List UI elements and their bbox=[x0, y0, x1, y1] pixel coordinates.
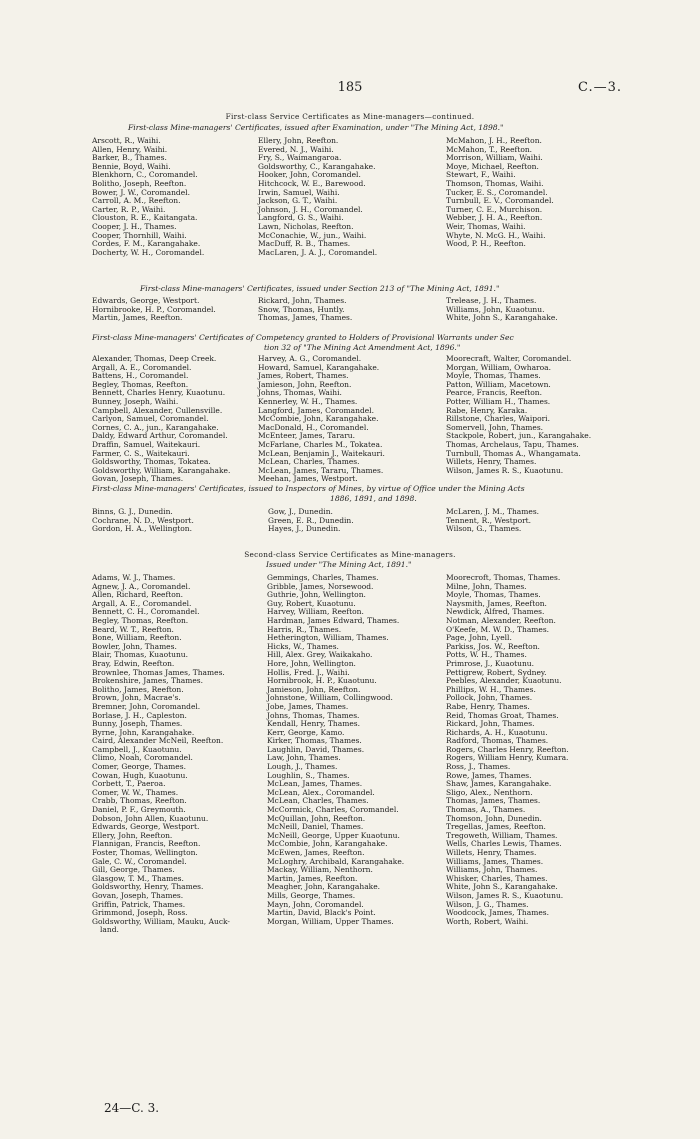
list-entry: Bennett, C. H., Coromandel. bbox=[92, 607, 200, 617]
list-entry: Climo, Noah, Coromandel. bbox=[92, 753, 193, 763]
list-entry: Gill, George, Thames. bbox=[92, 865, 175, 875]
list-entry: Phillips, W. H., Thames. bbox=[446, 684, 536, 694]
list-entry: Cooper, Thornhill, Waihi. bbox=[92, 230, 187, 240]
sub1-col1 bbox=[92, 137, 204, 257]
list-entry: Kennerley, W. H., Thames. bbox=[258, 396, 358, 406]
list-entry: Green, E. R., Dunedin. bbox=[268, 515, 354, 525]
list-entry: Blenkhorn, C., Coromandel. bbox=[92, 170, 198, 180]
list-entry: Morgan, William, Upper Thames. bbox=[267, 916, 394, 926]
list-entry: White, John S., Karangahake. bbox=[446, 313, 558, 323]
list-entry: Begley, Thomas, Reefton. bbox=[92, 379, 189, 389]
list-entry: Gemmings, Charles, Thames. bbox=[267, 573, 379, 582]
list-entry: Farmer, C. S., Waitekauri. bbox=[92, 448, 190, 458]
list-entry: Hardman, James Edward, Thames. bbox=[267, 615, 400, 625]
list-entry: Goldsworthy, Henry, Thames. bbox=[92, 882, 204, 892]
sub4-heading-line2: 1886, 1891, and 1898. bbox=[330, 494, 417, 503]
list-entry: Irwin, Samuel, Waihi. bbox=[258, 187, 340, 197]
list-entry: Mills, George, Thames. bbox=[267, 890, 356, 900]
list-entry: Clouston, R. E., Kaitangata. bbox=[92, 213, 198, 223]
sub3-col2 bbox=[258, 355, 385, 484]
sub1-heading: First-class Mine-managers' Certificates, issued after Examination, under "The Mining Act, 1898." bbox=[128, 123, 504, 132]
list-entry: MacDonald, H., Coromandel. bbox=[258, 422, 369, 432]
list-entry: Meehan, James, Westport. bbox=[258, 474, 358, 484]
list-entry: McLean, Charles, Thames. bbox=[267, 796, 369, 806]
list-entry: Thomas, A., Thames. bbox=[446, 805, 526, 815]
list-entry: Cowan, Hugh, Kuaotunu. bbox=[92, 770, 188, 780]
list-entry: Beard, W. T., Reefton. bbox=[92, 624, 174, 634]
list-entry: Patton, William, Macetown. bbox=[446, 379, 551, 389]
list-entry: Johnstone, William, Collingwood. bbox=[267, 693, 393, 703]
list-entry: Alexander, Thomas, Deep Creek. bbox=[92, 354, 217, 363]
list-entry: Rowe, James, Thames. bbox=[446, 770, 532, 780]
list-entry: Lawn, Nicholas, Reefton. bbox=[258, 221, 354, 231]
list-entry: Johns, Thomas, Waihi. bbox=[258, 388, 342, 398]
list-entry: Williams, John, Kuaotunu. bbox=[446, 304, 545, 314]
list-entry: Daniel, P. F., Greymouth. bbox=[92, 805, 186, 815]
list-entry: Rogers, William Henry, Kumara. bbox=[446, 753, 569, 763]
list-entry: Wilson, James R. S., Kuaotunu. bbox=[446, 890, 564, 900]
list-entry: Flannigan, Francis, Reefton. bbox=[92, 839, 201, 849]
list-entry: Bennie, Boyd, Waihi. bbox=[92, 161, 171, 171]
list-entry: Wood, P. H., Reefton. bbox=[446, 239, 526, 249]
list-entry: Law, John, Thames. bbox=[267, 753, 341, 763]
list-entry: Loughlin, S., Thames. bbox=[267, 770, 350, 780]
list-entry: Turnbull, Thomas A., Whangamata. bbox=[446, 448, 581, 458]
list-entry: Turnbull, E. V., Coromandel. bbox=[446, 196, 554, 206]
list-entry: Cochrane, N. D., Westport. bbox=[92, 515, 194, 525]
sec2-col3 bbox=[446, 574, 569, 926]
list-entry: Bolitho, James, Reefton. bbox=[92, 684, 184, 694]
list-entry: Hooker, John, Coromandel. bbox=[258, 170, 361, 180]
list-entry: Richards, A. H., Kuaotunu. bbox=[446, 727, 548, 737]
list-entry: Daldy, Edward Arthur, Coromandel. bbox=[92, 431, 228, 441]
list-entry: Cooper, J. H., Thames. bbox=[92, 221, 177, 231]
list-entry: Whisker, Charles, Thames. bbox=[446, 873, 548, 883]
list-entry: Draffin, Samuel, Waitekauri. bbox=[92, 439, 201, 449]
list-entry: Arscott, R., Waihi. bbox=[92, 136, 161, 145]
list-entry: Notman, Alexander, Reefton. bbox=[446, 615, 556, 625]
list-entry: Primrose, J., Kuaotunu. bbox=[446, 658, 535, 668]
list-entry: Rillstone, Charles, Waipori. bbox=[446, 414, 550, 424]
list-entry: McLean, James, Tararu, Thames. bbox=[258, 465, 384, 475]
page-number: 185 bbox=[337, 80, 363, 95]
list-entry: Rogers, Charles Henry, Reefton. bbox=[446, 744, 569, 754]
list-entry: Bone, William, Reefton. bbox=[92, 633, 182, 643]
list-entry: McLoghry, Archibald, Karangahake. bbox=[267, 856, 405, 866]
list-entry: Hicks, W., Thames. bbox=[267, 641, 339, 651]
list-entry: Pettigrew, Robert, Sydney. bbox=[446, 667, 547, 677]
section1-title: First-class Service Certificates as Mine-managers—continued. bbox=[225, 112, 475, 121]
list-entry: Willets, Henry, Thames. bbox=[446, 457, 537, 467]
list-entry: Woodcock, James, Thames. bbox=[446, 908, 549, 918]
list-entry: Harvey, William, Reefton. bbox=[267, 607, 364, 617]
list-entry: Hill, Alex. Grey, Waikakaho. bbox=[267, 650, 373, 660]
list-entry: Battens, H., Coromandel. bbox=[92, 371, 189, 381]
list-entry: Fry, S., Waimangaroa. bbox=[258, 153, 342, 163]
list-entry: Webber, J. H. A., Reefton. bbox=[446, 213, 543, 223]
list-entry: Glasgow, T. M., Thames. bbox=[92, 873, 184, 883]
list-entry: Caird, Alexander McNeil, Reefton. bbox=[92, 736, 224, 746]
list-entry: Williams, James, Thames. bbox=[446, 856, 544, 866]
list-entry: Tennent, R., Westport. bbox=[446, 515, 532, 525]
list-entry: Grimmond, Joseph, Ross. bbox=[92, 908, 188, 918]
list-entry: McLean, Alex., Coromandel. bbox=[267, 787, 375, 797]
sub1-col3 bbox=[446, 137, 554, 249]
list-entry: Carroll, A. M., Reefton. bbox=[92, 196, 181, 206]
list-entry: Williams, John, Thames. bbox=[446, 865, 538, 875]
list-entry: Potter, William H., Thames. bbox=[446, 396, 551, 406]
sub3-heading-line2: tion 32 of "The Mining Act Amendment Act, 1896." bbox=[264, 343, 461, 352]
list-entry: Naysmith, James, Reefton. bbox=[446, 598, 547, 608]
list-entry: Langford, James, Coromandel. bbox=[258, 405, 374, 415]
list-entry: Martin, James, Reefton. bbox=[267, 873, 358, 883]
sec2-col1 bbox=[92, 574, 230, 935]
list-entry: Stackpole, Robert, jun., Karangahake. bbox=[446, 431, 592, 441]
list-entry: Hetherington, William, Thames. bbox=[267, 633, 389, 643]
list-entry: Johnson, J. H., Coromandel. bbox=[258, 204, 363, 214]
list-entry: Govan, Joseph, Thames. bbox=[92, 474, 184, 484]
list-entry: McLean, Benjamin J., Waitekauri. bbox=[258, 448, 385, 458]
list-entry: Weir, Thomas, Waihi. bbox=[446, 221, 526, 231]
list-entry: Goldsworthy, Thomas, Tokatea. bbox=[92, 457, 211, 467]
list-entry: Bray, Edwin, Reefton. bbox=[92, 658, 175, 668]
list-entry: McEnteer, James, Tararu. bbox=[258, 431, 355, 441]
sub1-col2 bbox=[258, 137, 377, 257]
sub4-col3 bbox=[446, 508, 539, 534]
list-entry: Thomson, Thomas, Waihi. bbox=[446, 178, 544, 188]
sec2-col2 bbox=[267, 574, 404, 926]
list-entry: Corbett, T., Paeroa. bbox=[92, 779, 166, 789]
list-entry: Willets, Henry, Thames. bbox=[446, 848, 537, 857]
list-entry: Carlyon, Samuel, Coromandel. bbox=[92, 414, 209, 424]
list-entry: Campbell, J., Kuaotunu. bbox=[92, 744, 182, 754]
sub2-col2 bbox=[258, 297, 352, 323]
list-entry: Guy, Robert, Kuaotunu. bbox=[267, 598, 356, 608]
list-entry: O'Keefe, M. W. D., Thames. bbox=[446, 624, 550, 634]
list-entry: McFarlane, Charles M., Tokatea. bbox=[258, 439, 383, 449]
list-entry: Jamieson, John, Reefton. bbox=[267, 684, 361, 694]
list-entry: Wilson, James R. S., Kuaotunu. bbox=[446, 465, 564, 475]
list-entry: Carter, R. P., Waihi. bbox=[92, 204, 166, 214]
list-entry: Thomas, James, Thames. bbox=[258, 313, 353, 323]
list-entry: Rabe, Henry, Karaka. bbox=[446, 405, 528, 415]
list-entry: Peebles, Alexander, Kuaotunu. bbox=[446, 676, 562, 686]
sub3-col1 bbox=[92, 355, 230, 484]
sub3-col3 bbox=[446, 355, 591, 475]
list-entry: Bower, J. W., Coromandel. bbox=[92, 187, 190, 197]
list-entry: Bowler, John, Thames. bbox=[92, 641, 177, 651]
list-entry: Argall, A. E., Coromandel. bbox=[92, 362, 192, 372]
list-entry: Stewart, F., Waihi. bbox=[446, 170, 516, 180]
list-entry: McLean, Charles, Thames. bbox=[258, 457, 360, 467]
list-entry: Harris, R., Thames. bbox=[267, 624, 342, 634]
list-entry: Milne, John, Thames. bbox=[446, 581, 527, 591]
list-entry: Hollis, Fred. J., Waihi. bbox=[267, 667, 350, 677]
list-entry: Thomas, James, Thames. bbox=[446, 796, 541, 806]
list-entry: Docherty, W. H., Coromandel. bbox=[92, 247, 205, 257]
list-entry: Langford, G. S., Waihi. bbox=[258, 213, 344, 223]
list-entry: Harvey, A. G., Coromandel. bbox=[258, 354, 362, 363]
list-entry: Adams, W. J., Thames. bbox=[92, 573, 176, 582]
list-entry: Moye, Michael, Reefton. bbox=[446, 161, 539, 171]
sub2-col1 bbox=[92, 297, 216, 323]
list-entry: land. bbox=[100, 925, 119, 935]
list-entry: Wells, Charles Lewis, Thames. bbox=[446, 839, 562, 849]
list-entry: Guthrie, John, Wellington. bbox=[267, 590, 366, 600]
list-entry: Jamieson, John, Reefton. bbox=[258, 379, 352, 389]
list-entry: Parkiss, Jos. W., Reefton. bbox=[446, 641, 540, 651]
list-entry: Binns, G. J., Dunedin. bbox=[92, 507, 173, 516]
list-entry: Cornes, C. A., jun., Karangahake. bbox=[92, 422, 219, 432]
list-entry: Griffin, Patrick, Thames. bbox=[92, 899, 186, 909]
list-entry: Gordon, H. A., Wellington. bbox=[92, 524, 192, 534]
list-entry: Edwards, George, Westport. bbox=[92, 296, 200, 305]
list-entry: Ross, J., Thames. bbox=[446, 762, 511, 772]
list-entry: Rabe, Henry, Thames. bbox=[446, 701, 530, 711]
list-entry: Comer, George, Thames. bbox=[92, 762, 186, 772]
list-entry: Bunny, Joseph, Thames. bbox=[92, 719, 183, 729]
list-entry: Moyle, Thomas, Thames. bbox=[446, 590, 541, 600]
list-entry: Thomas, Archelaus, Tapu, Thames. bbox=[446, 439, 579, 449]
list-entry: Moorecraft, Walter, Coromandel. bbox=[446, 354, 572, 363]
list-entry: MacLaren, J. A. J., Coromandel. bbox=[258, 247, 378, 257]
list-entry: McCormick, Charles, Coromandel. bbox=[267, 805, 399, 815]
list-entry: Foster, Thomas, Wellington. bbox=[92, 848, 198, 857]
sub4-col1 bbox=[92, 508, 194, 534]
list-entry: Comer, W. W., Thames. bbox=[92, 787, 179, 797]
list-entry: Kirker, Thomas, Thames. bbox=[267, 736, 362, 746]
list-entry: Morgan, William, Owharoa. bbox=[446, 362, 551, 372]
list-entry: Pollock, John, Thames. bbox=[446, 693, 533, 703]
list-entry: Kerr, George, Kamo. bbox=[267, 727, 345, 737]
list-entry: Hore, John, Wellington. bbox=[267, 658, 356, 668]
list-entry: Page, John, Lyell. bbox=[446, 633, 512, 643]
list-entry: Reid, Thomas Groat, Thames. bbox=[446, 710, 559, 720]
signature-mark: 24—C. 3. bbox=[104, 1101, 160, 1115]
list-entry: McLaren, J. M., Thames. bbox=[446, 507, 540, 516]
list-entry: McConachie, W., jun., Waihi. bbox=[258, 230, 367, 240]
list-entry: Morrison, William, Waihi. bbox=[446, 153, 543, 163]
sub2-col3 bbox=[446, 297, 558, 323]
list-entry: McCombie, John, Karangahake. bbox=[258, 414, 379, 424]
list-entry: Kendall, Henry, Thames. bbox=[267, 719, 360, 729]
list-entry: Wilson, G., Thames. bbox=[446, 524, 522, 534]
list-entry: Dobson, John Allen, Kuaotunu. bbox=[92, 813, 209, 823]
list-entry: McMahon, J. H., Reefton. bbox=[446, 136, 542, 145]
list-entry: Brownlee, Thomas James, Thames. bbox=[92, 667, 225, 677]
list-entry: McLean, James, Thames. bbox=[267, 779, 363, 789]
list-entry: Martin, James, Reefton. bbox=[92, 313, 183, 323]
list-entry: Ellery, John, Reefton. bbox=[258, 136, 339, 145]
list-entry: McNeill, Daniel, Thames. bbox=[267, 822, 364, 832]
list-entry: Borlase, J. H., Capleston. bbox=[92, 710, 187, 720]
list-entry: Campbell, Alexander, Cullensville. bbox=[92, 405, 223, 415]
list-entry: McQuillan, John, Reefton. bbox=[267, 813, 366, 823]
list-entry: McEwen, James, Reefton. bbox=[267, 848, 365, 857]
list-entry: Hayes, J., Dunedin. bbox=[268, 524, 341, 534]
document-code: C.—3. bbox=[577, 80, 622, 95]
list-entry: Ellery, John, Reefton. bbox=[92, 830, 173, 840]
list-entry: Martin, David, Black's Point. bbox=[267, 908, 376, 918]
section2-title: Second-class Service Certificates as Mine-managers. bbox=[244, 550, 456, 559]
list-entry: Howard, Samuel, Karangahake. bbox=[258, 362, 380, 372]
list-entry: Allen, Richard, Reefton. bbox=[92, 590, 183, 600]
section2-subheading: Issued under "The Mining Act, 1891." bbox=[266, 560, 412, 569]
list-entry: MacDuff, R. B., Thames. bbox=[258, 239, 351, 249]
list-entry: Moorecroft, Thomas, Thames. bbox=[446, 573, 561, 582]
sub4-col2 bbox=[268, 508, 354, 534]
list-entry: Bunney, Joseph, Waihi. bbox=[92, 396, 179, 406]
list-entry: Mayn, John, Coromandel. bbox=[267, 899, 364, 909]
list-entry: Goldsworthy, C., Karangahake. bbox=[258, 161, 376, 171]
list-entry: Allen, Henry, Waihi. bbox=[92, 144, 168, 154]
list-entry: Begley, Thomas, Reefton. bbox=[92, 615, 189, 625]
list-entry: Somervell, John, Thames. bbox=[446, 422, 544, 432]
list-entry: Whyte, N. McG. H., Waihi. bbox=[446, 230, 546, 240]
list-entry: Tregoweth, William, Thames. bbox=[446, 830, 558, 840]
list-entry: Mackay, William, Nenthorn. bbox=[267, 865, 373, 875]
list-entry: Newdick, Alfred, Thames. bbox=[446, 607, 545, 617]
list-entry: Blair, Thomas, Kuaotunu. bbox=[92, 650, 189, 660]
list-entry: Johns, Thomas, Thames. bbox=[267, 710, 360, 720]
list-entry: Pearce, Francis, Reefton. bbox=[446, 388, 542, 398]
list-entry: Goldsworthy, William, Karangahake. bbox=[92, 465, 231, 475]
list-entry: Edwards, George, Westport. bbox=[92, 822, 200, 832]
list-entry: Crabb, Thomas, Reefton. bbox=[92, 796, 187, 806]
list-entry: Jobe, James, Thames. bbox=[267, 701, 349, 711]
list-entry: Gow, J., Dunedin. bbox=[268, 507, 333, 516]
list-entry: Bennett, Charles Henry, Kuaotunu. bbox=[92, 388, 226, 398]
list-entry: Wilson, J. G., Thames. bbox=[446, 899, 529, 909]
list-entry: Moyle, Thomas, Thames. bbox=[446, 371, 541, 381]
list-entry: Evered, N. J., Waihi. bbox=[258, 144, 334, 154]
list-entry: McNeill, George, Upper Kuaotunu. bbox=[267, 830, 400, 840]
list-entry: Gribble, James, Norsewood. bbox=[267, 581, 374, 591]
list-entry: Byrne, John, Karangahake. bbox=[92, 727, 195, 737]
list-entry: Agnew, J. A., Coromandel. bbox=[92, 581, 191, 591]
list-entry: Trelease, J. H., Thames. bbox=[446, 296, 537, 305]
list-entry: Brokenshire, James, Thames. bbox=[92, 676, 204, 686]
list-entry: Govan, Joseph, Thames. bbox=[92, 890, 184, 900]
list-entry: Rickard, John, Thames. bbox=[258, 296, 347, 305]
list-entry: Cordes, F. M., Karangahake. bbox=[92, 239, 201, 249]
list-entry: Rickard, John, Thames. bbox=[446, 719, 535, 729]
list-entry: McCombie, John, Karangahake. bbox=[267, 839, 388, 849]
list-entry: Tucker, E. S., Coromandel. bbox=[446, 187, 548, 197]
list-entry: Sligo, Alex., Nenthorn. bbox=[446, 787, 533, 797]
list-entry: Turner, C. E., Murchison. bbox=[446, 204, 543, 214]
list-entry: Argall, A. E., Coromandel. bbox=[92, 598, 192, 608]
list-entry: Lough, J., Thames. bbox=[267, 762, 338, 772]
list-entry: Bremner, John, Coromandel. bbox=[92, 701, 201, 711]
list-entry: James, Robert, Thames. bbox=[258, 371, 349, 381]
list-entry: Hornibrooke, H. P., Coromandel. bbox=[92, 304, 216, 314]
list-entry: Jackson, G. T., Waihi. bbox=[258, 196, 338, 206]
list-entry: Radford, Thomas, Thames. bbox=[446, 736, 549, 746]
list-entry: Goldsworthy, William, Mauku, Auck- bbox=[92, 916, 230, 926]
list-entry: Hornibrook, H. P., Kuaotunu. bbox=[267, 676, 377, 686]
list-entry: Brown, John, Macrae's. bbox=[92, 693, 181, 703]
list-entry: Thomson, John, Dunedin. bbox=[446, 813, 542, 823]
list-entry: Tregellas, James, Reefton. bbox=[446, 822, 546, 832]
list-entry: Shaw, James, Karangahake. bbox=[446, 779, 552, 789]
list-entry: White, John S., Karangahake. bbox=[446, 882, 558, 892]
list-entry: Snow, Thomas, Huntly. bbox=[258, 304, 345, 314]
list-entry: Gale, C. W., Coromandel. bbox=[92, 856, 187, 866]
list-entry: Potts, W. H., Thames. bbox=[446, 650, 527, 660]
list-entry: Hitchcock, W. E., Barewood. bbox=[258, 178, 366, 188]
list-entry: Worth, Robert, Waihi. bbox=[446, 916, 529, 926]
list-entry: Barker, B., Thames. bbox=[92, 153, 167, 163]
list-entry: Bolitho, Joseph, Reefton. bbox=[92, 178, 187, 188]
sub4-heading-line1: First-class Mine-managers' Certificates, issued to Inspectors of Mines, by virtue of Office under the Mining Acts bbox=[92, 484, 525, 493]
list-entry: Meagher, John, Karangahake. bbox=[267, 882, 381, 892]
sub2-heading: First-class Mine-managers' Certificates, issued under Section 213 of "The Mining Act, 1891." bbox=[140, 284, 500, 293]
list-entry: Laughlin, David, Thames. bbox=[267, 744, 365, 754]
list-entry: McMahon, T., Reefton. bbox=[446, 144, 533, 154]
sub3-heading-line1: First-class Mine-managers' Certificates of Competency granted to Holders of Provisional Warrants under Sec bbox=[92, 333, 514, 342]
